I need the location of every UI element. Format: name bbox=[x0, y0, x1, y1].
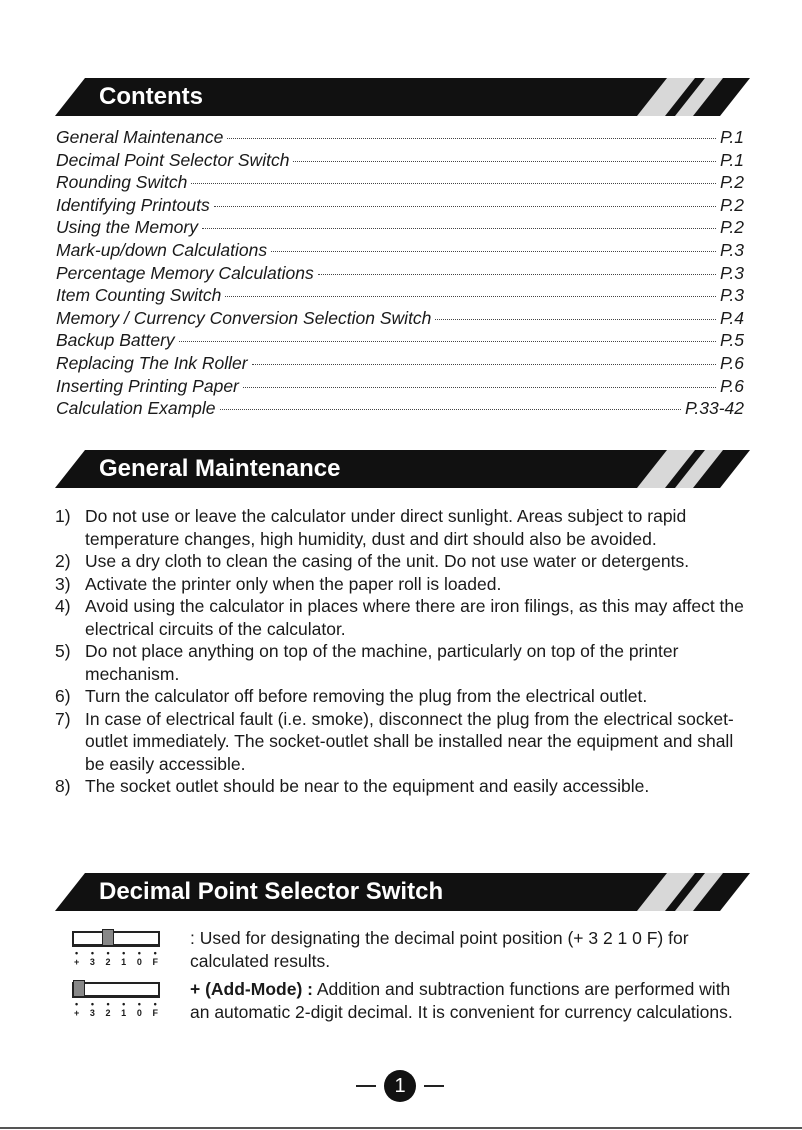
list-item bbox=[55, 550, 745, 573]
item-number: 7) bbox=[55, 708, 71, 729]
item-text: Turn the calculator off before removing the plug from the electrical outlet. bbox=[85, 686, 648, 706]
switch-label-text: 0 bbox=[136, 1008, 142, 1018]
toc-page: P.2 bbox=[719, 172, 744, 193]
dot-leader bbox=[191, 183, 716, 184]
switch-position-label: • 1 bbox=[121, 948, 127, 967]
toc-page: P.6 bbox=[719, 352, 744, 373]
switch-position-label: • 3 bbox=[89, 948, 95, 967]
add-mode-label: + (Add-Mode) : bbox=[190, 979, 313, 999]
toc-title: Percentage Memory Calculations bbox=[56, 262, 314, 283]
switch-label-text: 3 bbox=[89, 1008, 95, 1018]
dot-leader bbox=[435, 319, 716, 320]
dot-leader bbox=[179, 341, 716, 342]
toc-page: P.4 bbox=[719, 307, 744, 328]
toc-page: P.3 bbox=[719, 262, 744, 283]
switch-label-text: 2 bbox=[105, 1008, 111, 1018]
switch-position-label: • + bbox=[74, 999, 80, 1018]
item-number: 3) bbox=[55, 573, 71, 594]
switch-position-label: • F bbox=[152, 948, 158, 967]
item-number: 1) bbox=[55, 506, 71, 526]
toc-entry[interactable] bbox=[56, 330, 744, 353]
dot-leader bbox=[202, 228, 716, 229]
dot-leader bbox=[243, 387, 716, 388]
toc-page: P.1 bbox=[719, 127, 744, 147]
toc-page: P.6 bbox=[719, 375, 744, 396]
section-title: Contents bbox=[99, 83, 203, 110]
toc-entry[interactable] bbox=[56, 353, 744, 376]
toc-entry[interactable] bbox=[56, 217, 744, 240]
toc-title: Rounding Switch bbox=[56, 172, 188, 193]
item-text: Use a dry cloth to clean the casing of the unit. Do not use water or detergents. bbox=[85, 551, 690, 571]
item-text: Do not use or leave the calculator under direct sunlight. Areas subject to rapid temperature changes, high humidity, dust and dirt should also be avoided. bbox=[85, 506, 687, 549]
dot-leader bbox=[293, 161, 716, 162]
item-number: 2) bbox=[55, 551, 71, 571]
decimal-banner bbox=[55, 873, 750, 911]
maintenance-list bbox=[55, 505, 745, 798]
dot-leader bbox=[252, 364, 716, 365]
toc-title: Backup Battery bbox=[56, 330, 175, 351]
toc-title: Memory / Currency Conversion Selection Switch bbox=[56, 307, 432, 328]
switch-position-label: • 1 bbox=[121, 999, 127, 1018]
switch-position-label: • F bbox=[152, 999, 158, 1018]
toc-title: Mark-up/down Calculations bbox=[56, 239, 268, 260]
list-item bbox=[55, 775, 745, 798]
item-number: 4) bbox=[55, 596, 71, 616]
list-item bbox=[55, 640, 745, 685]
toc-page: P.33-42 bbox=[684, 398, 744, 419]
section-title: General Maintenance bbox=[99, 455, 341, 482]
item-text: In case of electrical fault (i.e. smoke), disconnect the plug from the electrical socket-outlet immediately. The socket-outlet shall be installed near the equipment and shall be easily accessible. bbox=[85, 708, 734, 774]
item-number: 6) bbox=[55, 686, 71, 706]
toc-page: P.1 bbox=[719, 149, 744, 170]
toc-title: Using the Memory bbox=[56, 217, 198, 238]
add-mode-description bbox=[190, 978, 750, 1023]
toc-title: Replacing The Ink Roller bbox=[56, 352, 248, 373]
dot-leader bbox=[220, 409, 681, 410]
toc-entry[interactable] bbox=[56, 127, 744, 150]
section-title: Decimal Point Selector Switch bbox=[99, 878, 444, 905]
switch-label-text: + bbox=[74, 957, 80, 967]
dot-leader bbox=[227, 138, 716, 139]
toc-entry[interactable] bbox=[56, 150, 744, 173]
switch-label-text: 0 bbox=[136, 957, 142, 967]
switch-position-label: • 2 bbox=[105, 999, 111, 1018]
divider bbox=[0, 1127, 802, 1129]
toc-entry[interactable] bbox=[56, 263, 744, 286]
list-item bbox=[55, 505, 745, 550]
toc-page: P.3 bbox=[719, 239, 744, 260]
toc-title: Inserting Printing Paper bbox=[56, 375, 239, 396]
item-number: 8) bbox=[55, 776, 71, 796]
item-text: Avoid using the calculator in places where there are iron filings, as this may affect the electrical circuits of the calculator. bbox=[85, 596, 744, 639]
list-item bbox=[55, 573, 745, 596]
switch-position-label: • + bbox=[74, 948, 80, 967]
list-item bbox=[55, 595, 745, 640]
table-of-contents bbox=[56, 127, 744, 421]
page-number bbox=[350, 1070, 450, 1102]
list-item bbox=[55, 708, 745, 776]
dot-leader bbox=[271, 251, 716, 252]
item-number: 5) bbox=[55, 641, 71, 661]
toc-entry[interactable] bbox=[56, 240, 744, 263]
page-number-value: 1 bbox=[384, 1070, 416, 1102]
toc-title: Calculation Example bbox=[56, 398, 216, 419]
contents-banner bbox=[55, 78, 750, 116]
decimal-switch-diagram bbox=[72, 931, 160, 967]
toc-entry[interactable] bbox=[56, 172, 744, 195]
toc-entry[interactable] bbox=[56, 398, 744, 421]
toc-page: P.2 bbox=[719, 217, 744, 238]
toc-page: P.5 bbox=[719, 330, 744, 351]
switch-label-text: + bbox=[74, 1008, 80, 1018]
toc-title: General Maintenance bbox=[56, 127, 224, 147]
switch-label-text: 2 bbox=[105, 957, 111, 967]
list-item bbox=[55, 685, 745, 708]
decimal-description: : Used for designating the decimal point position (+ 3 2 1 0 F) for calculated results. bbox=[190, 928, 689, 971]
dot-leader bbox=[214, 206, 716, 207]
toc-entry[interactable] bbox=[56, 285, 744, 308]
add-mode-text: Addition and subtraction functions are performed with an automatic 2-digit decimal. It is convenient for currency calculations. bbox=[190, 979, 733, 1022]
toc-entry[interactable] bbox=[56, 376, 744, 399]
item-text: Activate the printer only when the paper roll is loaded. bbox=[85, 573, 502, 594]
toc-page: P.2 bbox=[719, 194, 744, 215]
toc-entry[interactable] bbox=[56, 308, 744, 331]
maintenance-banner bbox=[55, 450, 750, 488]
switch-position-label: • 0 bbox=[136, 999, 142, 1018]
toc-page: P.3 bbox=[719, 285, 744, 306]
dot-leader bbox=[225, 296, 716, 297]
switch-position-label: • 0 bbox=[136, 948, 142, 967]
dot-leader bbox=[318, 274, 716, 275]
switch-position-label: • 3 bbox=[89, 999, 95, 1018]
switch-label-text: 3 bbox=[89, 957, 95, 967]
toc-title: Identifying Printouts bbox=[56, 194, 210, 215]
switch-label-text: 1 bbox=[121, 957, 127, 967]
switch-label-text: 1 bbox=[121, 1008, 127, 1018]
switch-label-text: F bbox=[152, 1008, 158, 1018]
switch-position-label: • 2 bbox=[105, 948, 111, 967]
switch-label-text: F bbox=[152, 957, 158, 967]
add-mode-switch-diagram bbox=[72, 982, 160, 1018]
toc-title: Decimal Point Selector Switch bbox=[56, 149, 290, 170]
toc-title: Item Counting Switch bbox=[56, 285, 222, 306]
toc-entry[interactable] bbox=[56, 195, 744, 218]
item-text: The socket outlet should be near to the equipment and easily accessible. bbox=[85, 776, 650, 796]
item-text: Do not place anything on top of the machine, particularly on top of the printer mechanism. bbox=[85, 641, 679, 684]
